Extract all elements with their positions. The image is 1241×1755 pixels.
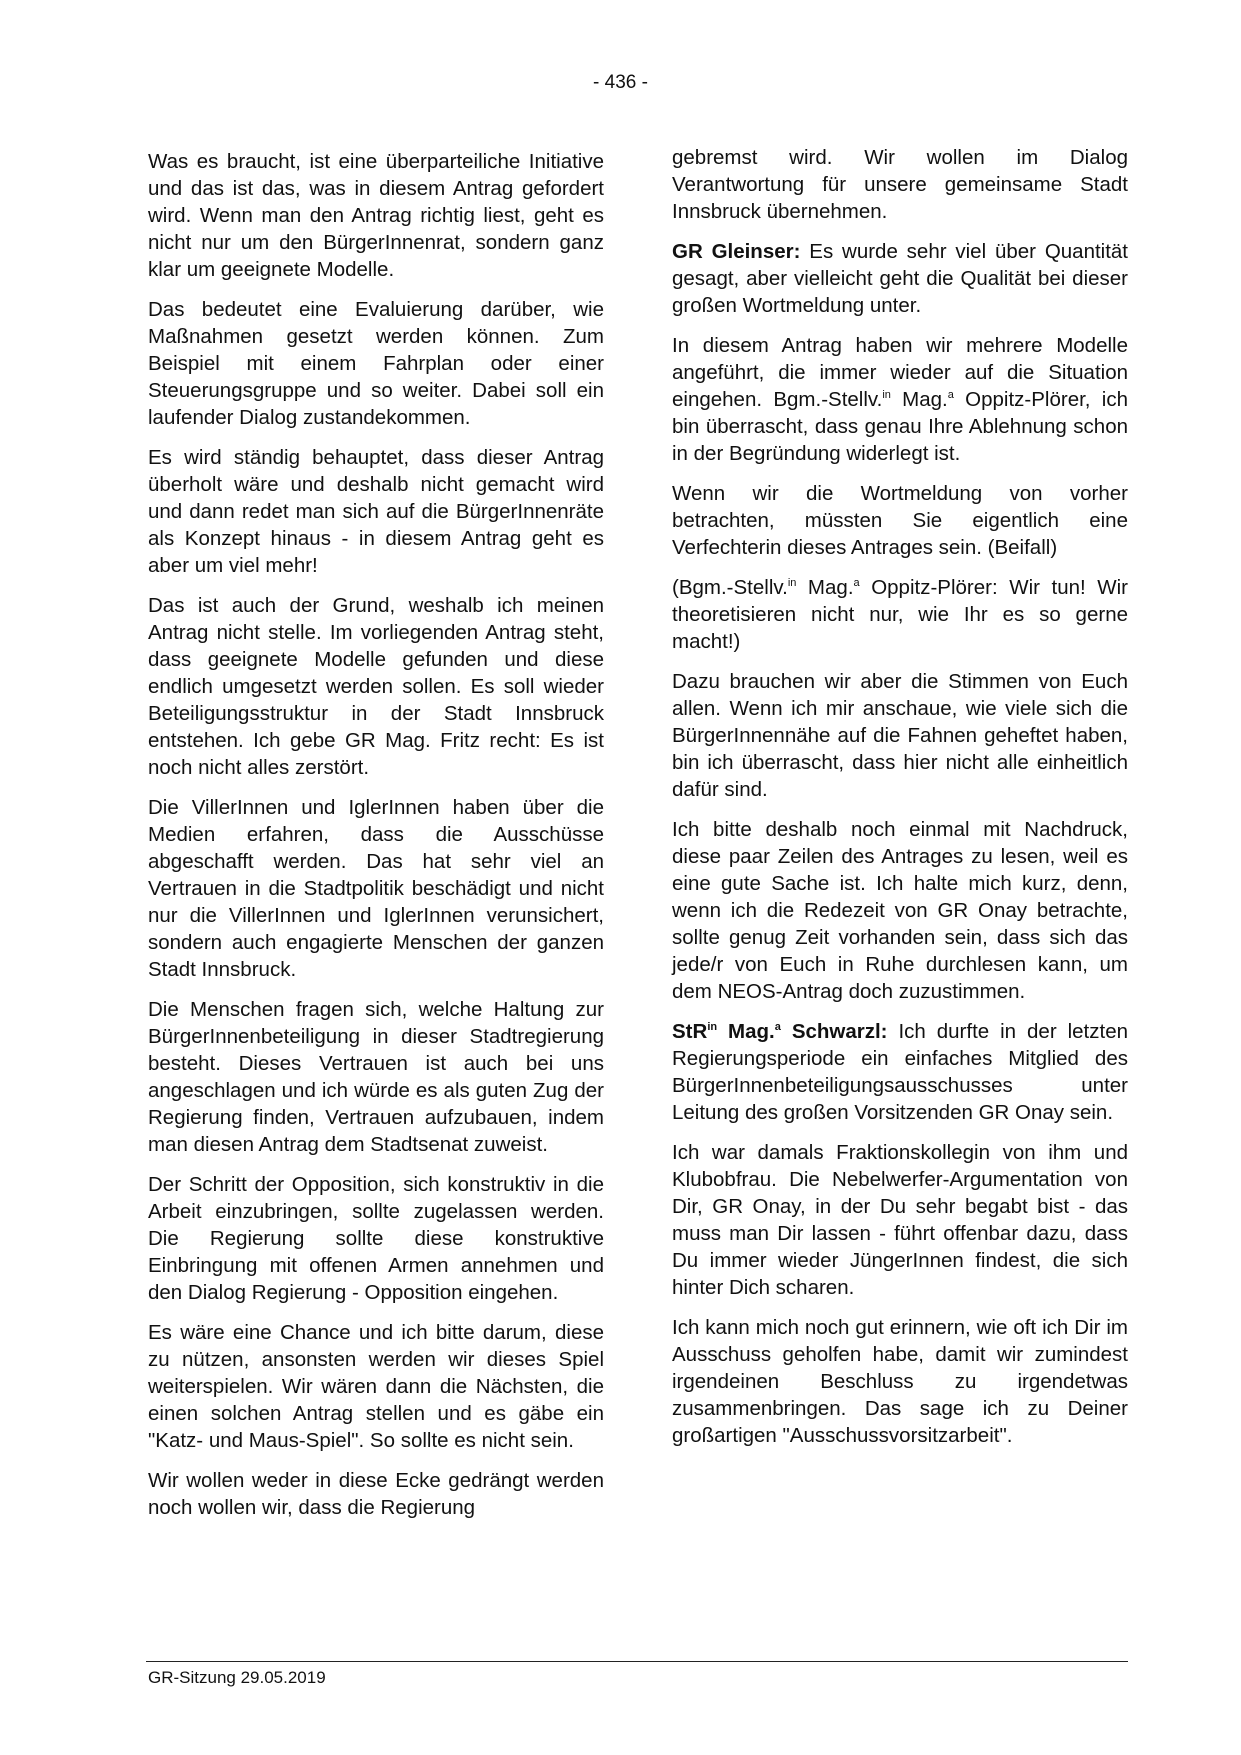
speaker-name [672,1020,888,1043]
paragraph: Es wird ständig behauptet, dass dieser Antrag überholt wäre und deshalb nicht gemacht wird und dann redet man sich auf die BürgerInnenräte als Konzept hinaus - in diesem Antrag geht es aber um viel mehr! [148,446,604,577]
page-number: - 436 - [593,72,648,93]
paragraph: Die Menschen fragen sich, welche Haltung zur BürgerInnenbeteiligung in dieser Stadtregierung besteht. Dieses Vertrauen ist auch bei uns angeschlagen und ich würde es als guten Zug der Regierung finden, Vertrauen aufzubauen, indem man diesen Antrag dem Stadtsenat zuweist. [148,998,604,1156]
superscript: in [707,1021,718,1033]
paragraph: Die VillerInnen und IglerInnen haben über die Medien erfahren, dass die Ausschüsse abgeschafft werden. Das hat sehr viel an Vertrauen in die Stadtpolitik beschädigt und nicht nur die VillerInnen und IglerInnen verunsichert, sondern auch engagierte Menschen der ganzen Stadt Innsbruck. [148,796,604,981]
paragraph: Wenn wir die Wortmeldung von vorher betrachten, müssten Sie eigentlich eine Verfechterin dieses Antrages sein. (Beifall) [672,482,1128,559]
paragraph: Ich kann mich noch gut erinnern, wie oft ich Dir im Ausschuss geholfen habe, damit wir zumindest irgendeinen Beschluss zu irgendetwas zusammenbringen. Das sage ich zu Deiner großartigen "Ausschussvorsitzarbeit". [672,1316,1128,1447]
superscript: a [774,1021,781,1033]
superscript: a [947,389,954,401]
speech-text: Es wurde sehr viel über Quantität gesagt, aber vielleicht geht die Qualität bei dieser großen Wortmeldung unter. [672,240,1129,317]
footer-divider [146,1661,1128,1662]
paragraph: Der Schritt der Opposition, sich konstruktiv in die Arbeit einzubringen, sollte zugelassen werden. Die Regierung sollte diese konstruktive Einbringung mit offenen Armen annehmen und den Dialog Regierung - Opposition eingehen. [148,1173,604,1304]
text-segment: Mag. [890,388,948,411]
paragraph [672,332,1128,467]
paragraph: Was es braucht, ist eine überparteiliche Initiative und das ist das, was in diesem Antrag gefordert wird. Wenn man den Antrag richtig liest, geht es nicht nur um den BürgerInnenrat, sondern ganz klar um geeignete Modelle. [148,150,604,281]
text-segment: Oppitz-Plörer, ich bin überrascht, dass genau Ihre Ablehnung schon in der Begründung widerlegt ist. [672,388,1128,465]
paragraph: Ich war damals Fraktionskollegin von ihm und Klubobfrau. Die Nebelwerfer-Argumentation von Dir, GR Onay, in der Du sehr begabt bist - das muss man Dir lassen - führt offenbar dazu, dass Du immer wieder JüngerInnen findest, die sich hinter Dich scharen. [672,1141,1128,1299]
paragraph: Wir wollen weder in diese Ecke gedrängt werden noch wollen wir, dass die Regierung [148,1469,604,1519]
superscript: a [853,577,860,589]
superscript: in [787,577,797,589]
paragraph: Das ist auch der Grund, weshalb ich meinen Antrag nicht stelle. Im vorliegenden Antrag steht, dass geeignete Modelle gefunden und diese endlich umgesetzt werden sollen. Es soll wieder Beteiligungsstruktur in der Stadt Innsbruck entstehen. Ich gebe GR Mag. Fritz recht: Es ist noch nicht alles zerstört. [148,594,604,779]
text-segment: (Bgm.-Stellv. [672,576,788,599]
interjection [672,574,1128,655]
speaker-name: GR Gleinser: [672,240,801,263]
left-column [148,148,604,1534]
text-segment: StR [672,1020,708,1043]
text-segment: Oppitz-Plörer: Wir tun! Wir theoretisieren nicht nur, wie Ihr es so gerne macht!) [672,576,1128,653]
right-column [672,144,1128,1462]
speech-text: Ich durfte in der letzten Regierungsperiode ein einfaches Mitglied des BürgerInnenbeteiligungsausschusses unter Leitung des großen Vorsitzenden GR Onay sein. [672,1020,1128,1124]
paragraph: Dazu brauchen wir aber die Stimmen von Euch allen. Wenn ich mir anschaue, wie viele sich die BürgerInnennähe auf die Fahnen geheftet haben, bin ich überrascht, dass hier nicht alle einheitlich dafür sind. [672,670,1128,801]
speech-schwarzl [672,1018,1128,1126]
text-segment: Mag. [717,1020,775,1043]
superscript: in [882,389,891,401]
paragraph: gebremst wird. Wir wollen im Dialog Verantwortung für unsere gemeinsame Stadt Innsbruck übernehmen. [672,146,1128,223]
text-segment: Schwarzl: [780,1020,888,1043]
paragraph: Ich bitte deshalb noch einmal mit Nachdruck, diese paar Zeilen des Antrages zu lesen, weil es eine gute Sache ist. Ich halte mich kurz, denn, wenn ich die Redezeit von GR Onay betrachte, sollte genug Zeit vorhanden sein, dass sich das jede/r von Euch in Ruhe durchlesen kann, um dem NEOS-Antrag doch zuzustimmen. [672,818,1128,1003]
paragraph: Es wäre eine Chance und ich bitte darum, diese zu nützen, ansonsten werden wir dieses Spiel weiterspielen. Wir wären dann die Nächsten, die einen solchen Antrag stellen und es gäbe ein "Katz- und Maus-Spiel". So sollte es nicht sein. [148,1321,604,1452]
speech-gleinser [672,238,1128,319]
paragraph: Das bedeutet eine Evaluierung darüber, wie Maßnahmen gesetzt werden können. Zum Beispiel mit einem Fahrplan oder einer Steuerungsgruppe und so weiter. Dabei soll ein laufender Dialog zustandekommen. [148,298,604,429]
text-segment: Mag. [796,576,854,599]
text-segment: In diesem Antrag haben wir mehrere Modelle angeführt, die immer wieder auf die Situation eingehen. Bgm.-Stellv. [672,334,1128,411]
footer-session-date: GR-Sitzung 29.05.2019 [148,1668,326,1687]
